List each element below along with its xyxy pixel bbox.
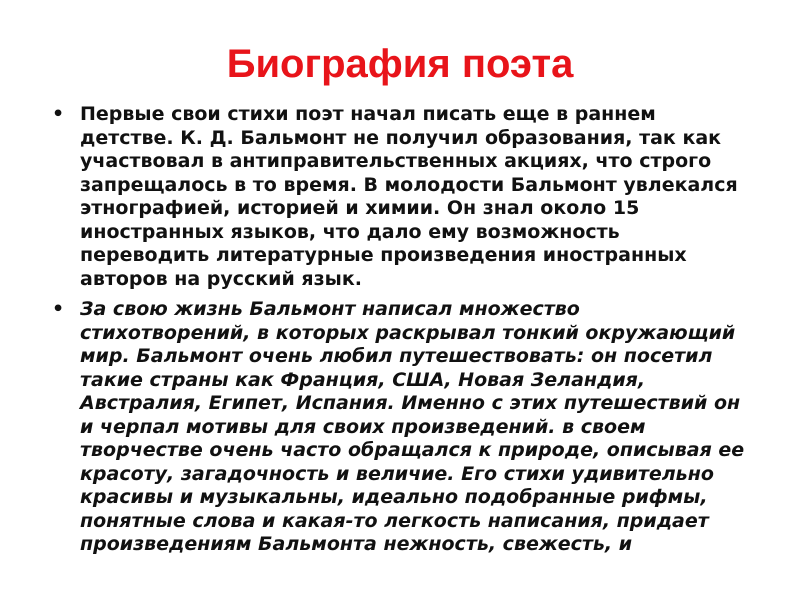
paragraph-text: За свою жизнь Бальмонт написал множество стихотворений, в которых раскрывал тонкий окружающий мир. Бальмонт очень любил путешествовать: он посетил такие страны как Франция, США, Новая Зеландия, Австралия, Египет, Испания. Именно с этих путешествий он и черпал мотивы для своих произведений. в своем творчестве очень часто обращался к природе, описывая ее красоту, загадочность и величие. Его стихи удивительно красивы и музыкальны, идеально подобранные рифмы, понятные слова и какая-то легкость написания, придает произведениям Бальмонта нежность, свежесть, и <box>80 298 745 555</box>
slide-title: Биография поэта <box>226 42 574 86</box>
bullet-icon: • <box>52 103 65 125</box>
list-item-biography-early <box>52 103 752 291</box>
paragraph-text: Первые свои стихи поэт начал писать еще в раннем детстве. К. Д. Бальмонт не получил образования, так как участвовал в антиправительственных акциях, что строго запрещалось в то время. В молодости Бальмонт увлекался этнографией, историей и химии. Он знал около 15 иностранных языков, что дало ему возможность переводить литературные произведения иностранных авторов на русский язык. <box>80 103 738 290</box>
bullet-icon: • <box>52 298 65 320</box>
list-item-biography-travels <box>52 298 752 557</box>
bullet-list <box>52 103 752 564</box>
